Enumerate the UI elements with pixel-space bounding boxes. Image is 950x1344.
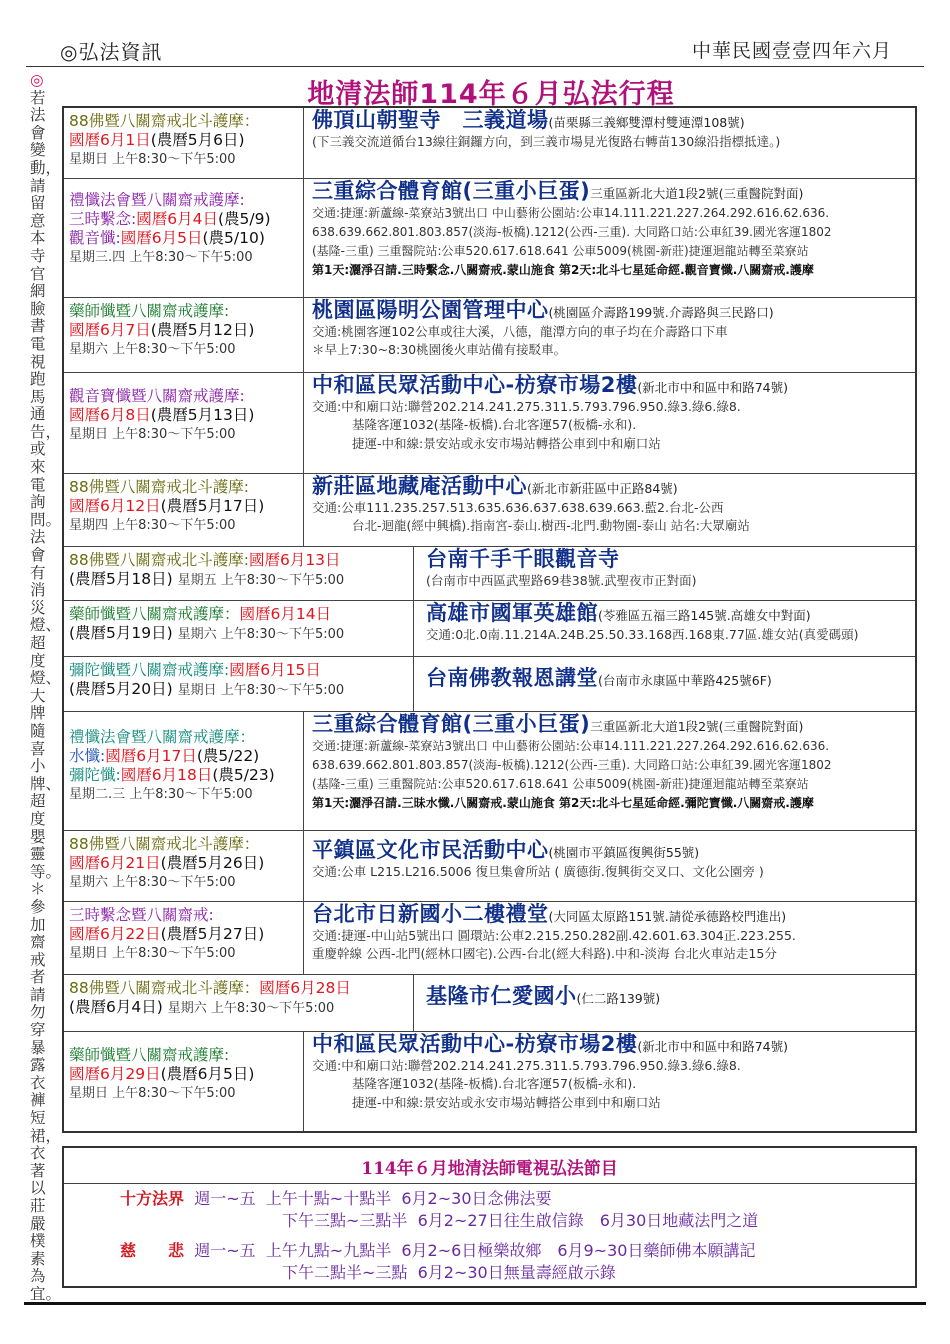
venue-cell (304, 179, 915, 297)
solar-date: 國曆6月14日 (239, 605, 332, 623)
tv-channel-1-slot-2 (282, 1210, 758, 1232)
lunar-date: (農曆5月18日) (69, 570, 173, 588)
event-name: 禮懺法會暨八關齋戒護摩： (69, 728, 256, 746)
venue-cell (304, 108, 915, 178)
event-time: 星期日 上午8:30～下午5:00 (69, 427, 236, 442)
transport-line: 交通:中和廟口站:聯營202.214.241.275.311.5.793.796.950.綠3.綠6.綠8. (312, 398, 741, 414)
channel-days: 週一~五 (194, 1189, 256, 1208)
venue-cell (304, 373, 915, 473)
slot-time: 上午十點~十點半 (265, 1189, 392, 1208)
solar-date: 國曆6月18日 (120, 766, 213, 784)
transport-line: 基隆客運1032(基隆-板橋).台北客運57(板橋-永和). (352, 417, 637, 432)
lunar-date: (農曆6月5日) (160, 1065, 255, 1083)
venue-address: (新北市新莊區中正路84號) (527, 481, 678, 496)
lunar-date: (農曆5月12日) (150, 321, 255, 339)
venue-name: 平鎮區文化市民活動中心 (312, 838, 549, 862)
solar-date: 國曆6月13日 (248, 551, 341, 569)
venue-name: 台南千手千眼觀音寺 (426, 547, 620, 571)
solar-date: 國曆6月1日 (69, 131, 151, 149)
schedule-row (64, 831, 915, 902)
transport-line: 基隆客運1032(基隆-板橋).台北客運57(板橋-永和). (352, 1076, 637, 1091)
page-title: 地清法師114年６月弘法行程 (307, 79, 675, 110)
solar-date: 國曆6月8日 (69, 406, 151, 424)
event-name: 88佛暨八關齋戒北斗護摩： (69, 112, 260, 130)
event-name: 藥師懺暨八關齋戒護摩: (69, 302, 230, 320)
transport-line: 交通:公車111.235.257.513.635.636.637.638.639.663.藍2.台北-公西 (312, 499, 724, 515)
schedule-row (64, 108, 915, 179)
event-time: 星期日 上午8:30～下午5:00 (69, 152, 236, 167)
venue-address: (苓雅區五福三路145號.高雄女中對面) (598, 608, 811, 623)
channel-name: 十方法界 (120, 1189, 185, 1208)
venue-name: 基隆市仁愛國小 (426, 984, 577, 1008)
lunar-date: (農5/10) (202, 229, 265, 247)
venue-cell (304, 1032, 915, 1131)
venue-cell (304, 474, 915, 546)
transport-line: 交通:0北.0南.11.214A.24B.25.50.33.168西.168東.77區.雄女站(真愛碼頭) (426, 626, 859, 642)
event-cell (64, 474, 304, 546)
event-time: 星期六 上午8:30～下午5:00 (69, 875, 236, 890)
venue-name: 三重綜合體育館(三重小巨蛋) (312, 712, 591, 736)
venue-name: 台北市日新國小二樓禮堂 (312, 902, 549, 926)
slot-time: 下午二點半~三點 (282, 1263, 408, 1282)
footer-rule (24, 1302, 926, 1305)
lunar-date: (農曆5月27日) (160, 925, 265, 943)
venue-address: (大同區太原路151號.請從承德路校門進出) (548, 909, 787, 924)
notice-mark: ◎ (30, 71, 44, 89)
schedule-row (64, 547, 915, 601)
event-cell (64, 975, 414, 1031)
transport-line: 交通:桃園客運102公車或往大溪，八德，龍潭方向的車子均在介壽路口下車 (312, 323, 728, 339)
schedule-row (64, 373, 915, 474)
event-time: 星期日 上午8:30～下午5:00 (69, 1086, 236, 1101)
solar-date: 國曆6月7日 (69, 321, 151, 339)
event-time: 星期六 上午8:30～下午5:00 (177, 627, 345, 642)
section-label: ◎弘法資訊 (60, 40, 163, 64)
transport-line: 重慶幹線 公西-北門(經林口國宅).公西-台北(經大科路).中和-淡海 台北火車站走15分 (312, 946, 777, 961)
schedule-row (64, 657, 915, 712)
lunar-date: (農5/22) (196, 747, 260, 765)
event-time: 星期三.四 上午8:30～下午5:00 (69, 250, 253, 265)
channel-days: 週一~五 (194, 1241, 256, 1260)
tv-title: 114年６月地清法師電視弘法節目 (361, 1159, 618, 1179)
event-cell (64, 1032, 304, 1131)
event-time: 星期二.三 上午8:30～下午5:00 (69, 787, 253, 802)
transport-line: (台南市中西區武聖路69巷38號.武聖夜市正對面) (426, 572, 697, 588)
program-line: 第1天:灑淨召請.三昧水懺.八關齋戒.蒙山施食 第2天:北斗七星延命經.彌陀寶懺.八關齋戒.護摩 (312, 796, 814, 810)
tv-channel-2 (120, 1240, 755, 1262)
event-time: 星期日 上午8:30～下午5:00 (177, 683, 345, 698)
event-cell (64, 712, 304, 830)
lunar-date: (農曆5月13日) (150, 406, 255, 424)
issue-date: 中華民國壹壹四年六月 (691, 40, 892, 62)
event-cell (64, 601, 414, 656)
event-time: 星期五 上午8:30～下午5:00 (177, 573, 345, 588)
event-time: 星期六 上午8:30～下午5:00 (167, 1001, 335, 1016)
schedule-table (62, 106, 917, 1133)
venue-name: 高雄市國軍英雄館 (426, 601, 598, 625)
venue-name: 桃園區陽明公園管理中心 (312, 298, 549, 322)
solar-date: 國曆6月12日 (69, 497, 161, 515)
side-notice (30, 71, 62, 1304)
event-cell (64, 108, 304, 178)
venue-address: (桃園市平鎮區復興街55號) (548, 845, 700, 860)
lunar-date: (農曆5月6日) (150, 131, 245, 149)
event-name: 88佛暨八關齋戒北斗護摩： (69, 979, 260, 997)
transport-line: 捷運-中和線:景安站或永安市場站轉搭公車到中和廟口站 (352, 1094, 661, 1110)
tv-divider (64, 1183, 915, 1184)
lunar-date: (農曆5月17日) (160, 497, 265, 515)
venue-cell (304, 902, 915, 974)
venue-address: (苗栗縣三義鄉雙潭村雙連潭108號) (548, 115, 745, 130)
event-name: 88佛暨八關齋戒北斗護摩: (69, 478, 249, 496)
schedule-row (64, 474, 915, 547)
transport-line: 交通:捷運:新蘆線-菜寮站3號出口 中山藝術公園站:公車14.111.221.227.264.292.616.62.636. (312, 739, 830, 753)
slot-program: 6月2~30日無量壽經啟示錄 (417, 1263, 616, 1282)
venue-cell (414, 975, 915, 1031)
tv-channel-1 (120, 1188, 552, 1210)
transport-line: (基隆-三重) 三重醫院站:公車520.617.618.641 公車5009(桃園-新莊)捷運迴龍站轉至菜寮站 (312, 777, 809, 791)
event-cell (64, 547, 414, 600)
transport-line: ＊早上7:30~8:30桃園後火車站備有接駁車。 (312, 342, 567, 357)
venue-cell (414, 547, 915, 600)
venue-address: (仁二路139號) (576, 991, 661, 1006)
venue-cell (304, 712, 915, 830)
channel-name: 慈 悲 (120, 1241, 185, 1260)
venue-name: 三重綜合體育館(三重小巨蛋) (312, 179, 591, 203)
event-cell (64, 902, 304, 974)
sub-event: 水懺: (69, 747, 106, 765)
schedule-row (64, 1032, 915, 1131)
venue-address: 三重區新北大道1段2號(三重醫院對面) (590, 719, 804, 734)
program-line: 第1天:灑淨召請.三時繫念.八關齋戒.蒙山施食 第2天:北斗七星延命經.觀音寶懺.八關齋戒.護摩 (312, 263, 814, 277)
venue-address: (新北市中和區中和路74號) (637, 1039, 788, 1054)
event-name: 藥師懺暨八關齋戒護摩： (69, 605, 240, 623)
lunar-date: (農5/23) (212, 766, 275, 784)
event-name: 88佛暨八關齋戒北斗護摩： (69, 835, 260, 853)
header-rule (26, 66, 924, 67)
event-time: 星期日 上午8:30～下午5:00 (69, 946, 236, 961)
transport-line: 捷運-中和線:景安站或永安市場站轉搭公車到中和廟口站 (352, 435, 661, 451)
solar-date: 國曆6月17日 (105, 747, 197, 765)
solar-date: 國曆6月15日 (229, 661, 321, 679)
sub-event: 彌陀懺: (69, 766, 121, 784)
notice-text: 若法會變動，請留意本寺官網臉書電視跑馬通告，或來電詢問。法會有消災燈、超度燈、大牌隨喜小牌、超度嬰靈等。＊參加齋戒者請勿穿暴露衣褲短裙，衣著以莊嚴樸素為宜。 (30, 88, 62, 1303)
schedule-row (64, 179, 915, 298)
solar-date: 國曆6月5日 (120, 229, 203, 247)
venue-cell (414, 657, 915, 711)
transport-line: 交通:中和廟口站:聯營202.214.241.275.311.5.793.796.950.綠3.綠6.綠8. (312, 1057, 741, 1073)
lunar-date: (農曆5月26日) (160, 854, 265, 872)
event-name: 三時繫念暨八關齋戒: (69, 906, 214, 924)
event-time: 星期四 上午8:30～下午5:00 (69, 518, 236, 533)
transport-line: 台北-迴龍(經中興橋).指南宮-泰山.樹西-北門.動物園-泰山 站名:大眾廟站 (352, 518, 750, 533)
transport-line: 638.639.662.801.803.857(淡海-板橋).1212(公西-三重). 大同路口站:公車紅39.國光客運1802 (312, 225, 832, 239)
venue-cell (304, 298, 915, 372)
schedule-row (64, 975, 915, 1032)
venue-address: (新北市中和區中和路74號) (637, 380, 788, 395)
venue-name: 中和區民眾活動中心-枋寮市場2樓 (312, 373, 638, 397)
sub-event: 三時繫念: (69, 210, 137, 228)
lunar-date: (農5/9) (217, 210, 271, 228)
event-cell (64, 831, 304, 901)
venue-address: (桃園區介壽路199號.介壽路與三民路口) (548, 305, 774, 320)
venue-name: 中和區民眾活動中心-枋寮市場2樓 (312, 1032, 638, 1056)
venue-name: 佛頂山朝聖寺 三義道場 (312, 108, 549, 132)
schedule-row (64, 601, 915, 657)
schedule-row (64, 298, 915, 373)
lunar-date: (農曆6月4日) (69, 998, 163, 1016)
event-name: 彌陀懺暨八關齋戒護摩: (69, 661, 230, 679)
event-name: 88佛暨八關齋戒北斗護摩: (69, 551, 249, 569)
tv-program-box (62, 1146, 917, 1288)
schedule-row (64, 712, 915, 831)
venue-name: 台南佛教報恩講堂 (426, 666, 598, 690)
solar-date: 國曆6月4日 (136, 210, 218, 228)
event-time: 星期六 上午8:30～下午5:00 (69, 342, 236, 357)
event-cell (64, 373, 304, 473)
venue-cell (304, 831, 915, 901)
event-name: 觀音寶懺暨八關齋戒護摩: (69, 387, 245, 405)
slot-program: 6月2~6日極樂故鄉 6月9~30日藥師佛本願講記 (401, 1241, 756, 1260)
slot-program: 6月2~30日念佛法要 (401, 1189, 552, 1208)
venue-cell (414, 601, 915, 656)
solar-date: 國曆6月22日 (69, 925, 161, 943)
tv-channel-2-slot-2 (282, 1262, 616, 1284)
event-name: 禮懺法會暨八關齋戒護摩: (69, 191, 245, 209)
transport-line: 交通:捷運:新蘆線-菜寮站3號出口 中山藝術公園站:公車14.111.221.227.264.292.616.62.636. (312, 206, 830, 220)
venue-address: (台南市永康區中華路425號6F) (598, 673, 772, 688)
solar-date: 國曆6月28日 (259, 979, 351, 997)
venue-name: 新莊區地藏庵活動中心 (312, 474, 527, 498)
transport-line: 交通:捷運-中山站5號出口 圓環站:公車2.215.250.282副.42.601.63.304正.223.255. (312, 927, 796, 943)
lunar-date: (農曆5月20日) (69, 680, 173, 698)
slot-time: 下午三點~三點半 (282, 1211, 408, 1230)
sub-event: 觀音懺: (69, 229, 121, 247)
transport-line: (基隆-三重) 三重醫院站:公車520.617.618.641 公車5009(桃園-新莊)捷運迴龍站轉至菜寮站 (312, 244, 809, 258)
slot-program: 6月2~27日往生啟信錄 6月30日地藏法門之道 (417, 1211, 759, 1230)
solar-date: 國曆6月21日 (69, 854, 161, 872)
event-name: 藥師懺暨八關齋戒護摩: (69, 1046, 230, 1064)
schedule-row (64, 902, 915, 975)
transport-line: (下三義交流道循台13線往銅鑼方向，到三義市場見光復路右轉苗130線沿指標抵達。) (312, 133, 781, 149)
venue-address: 三重區新北大道1段2號(三重醫院對面) (590, 186, 804, 201)
event-cell (64, 298, 304, 372)
transport-line: 交通:公車 L215.L216.5006 復旦集會所站 ( 廣德街.復興街交叉口、文化公園旁 ) (312, 863, 764, 879)
solar-date: 國曆6月29日 (69, 1065, 161, 1083)
event-cell (64, 179, 304, 297)
slot-time: 上午九點~九點半 (265, 1241, 392, 1260)
lunar-date: (農曆5月19日) (69, 624, 173, 642)
event-cell (64, 657, 414, 711)
transport-line: 638.639.662.801.803.857(淡海-板橋).1212(公西-三重). 大同路口站:公車紅39.國光客運1802 (312, 758, 832, 772)
